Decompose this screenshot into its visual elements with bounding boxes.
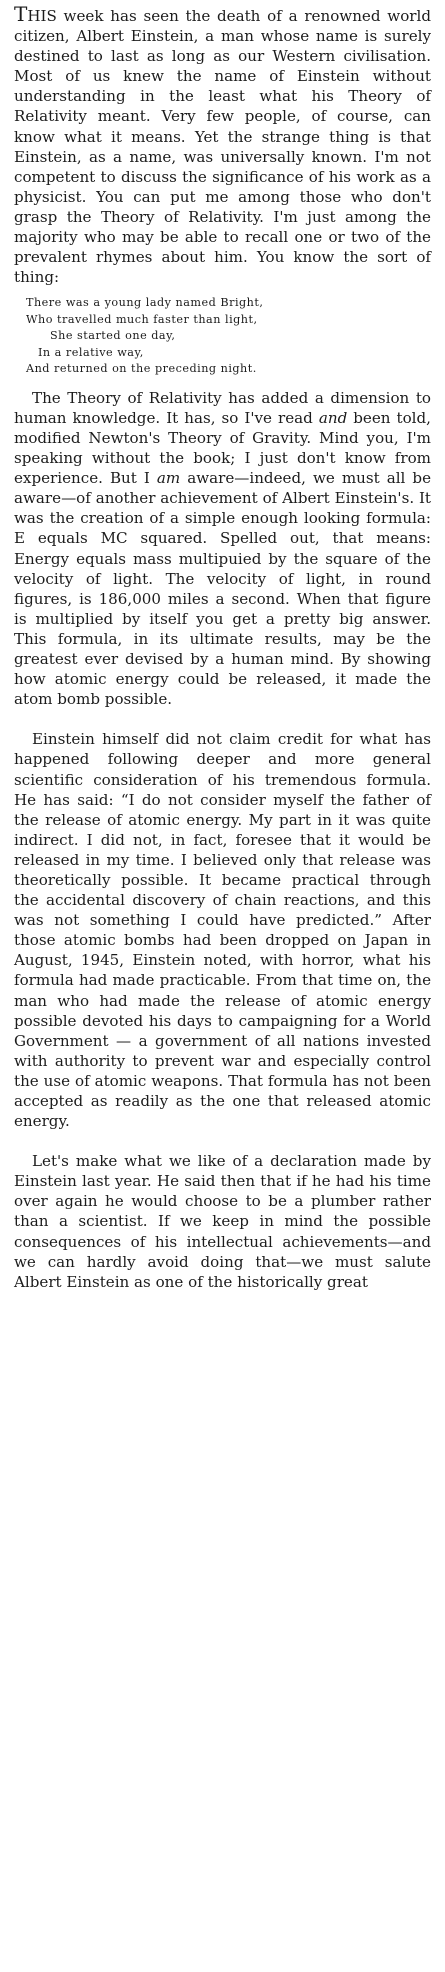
limerick-line-2: Who travelled much faster than light, (26, 312, 258, 326)
paragraph-2 (14, 388, 431, 710)
paragraph-2-part-a: The Theory of Relativity has added a dimension to human knowledge. It has, so I've read (14, 388, 431, 427)
limerick-line-5: And returned on the preceding night. (26, 362, 257, 376)
paragraph-gap (14, 709, 431, 729)
paragraph-2-part-c: aware—indeed, we must all be aware—of another achievement of Albert Einstein's. It was the creation of a simple enough looking formula: E equals MC squared. Spelled out, that means: Energy equals mass multipuied by the square of the velocity of light. The velocity of light, in round figures, is 186,000 miles a second. When that figure is multiplied by itself you get a pretty big answer. This formula, in its ultimate results, may be the greatest ever devised by a human mind. By showing how atomic energy could be released, it made the atom bomb possible. (14, 469, 431, 709)
paragraph-2-part-b: been told, modified Newton's Theory of Gravity. Mind you, I'm speaking without the book; I just don't know from experience. But I (14, 408, 431, 488)
paragraph-2-emphasis-and: and (318, 408, 348, 427)
paragraph-3: Einstein himself did not claim credit for what has happened following deeper and more general scientific consideration of his tremendous formula. He has said: “I do not consider myself the father of the release of atomic energy. My part in it was quite indirect. I did not, in fact, foresee that it would be released in my time. I believed only that release was theoretically possible. It became practical through the accidental discovery of chain reactions, and this was not something I could have predicted.” After those atomic bombs had been dropped on Japan in August, 1945, Einstein noted, with horror, what his formula had made practicable. From that time on, the man who had made the release of atomic energy possible devoted his days to campaigning for a World Government — a government of all nations invested with authority to prevent war and especially control the use of atomic weapons. That formula has not been accepted as readily as the one that released atomic energy. (14, 730, 431, 1131)
paragraph-2-emphasis-am: am (156, 469, 181, 488)
limerick-line-3: She started one day, (50, 329, 176, 343)
limerick (26, 295, 431, 378)
paragraph-1 (14, 2, 431, 287)
paragraph-4: Let's make what we like of a declaration made by Einstein last year. He said then that if he had his time over again he would choose to be a plumber rather than a scientist. If we keep in mind the possible consequences of his intellectual achievements—and we can hardly avoid doing that—we must salute Albert Einstein as one of the historically great (14, 1152, 431, 1291)
paragraph-1-text: HIS week has seen the death of a renowned world citizen, Albert Einstein, a man whose name is surely destined to last as long as our Western civilisation. Most of us knew the name of Einstein without understanding in the least what his Theory of Relativity meant. Very few people, of course, can know what it means. Yet the strange thing is that Einstein, as a name, was universally known. I'm not competent to discuss the significance of his work as a physicist. You can put me among those who don't grasp the Theory of Relativity. I'm just among the majority who may be able to recall one or two of the prevalent rhymes about him. You know the sort of thing: (14, 7, 431, 287)
limerick-line-4: In a relative way, (38, 345, 144, 359)
drop-cap: T (14, 2, 28, 26)
limerick-line-1: There was a young lady named Bright, (26, 296, 264, 310)
paragraph-gap (14, 1131, 431, 1151)
